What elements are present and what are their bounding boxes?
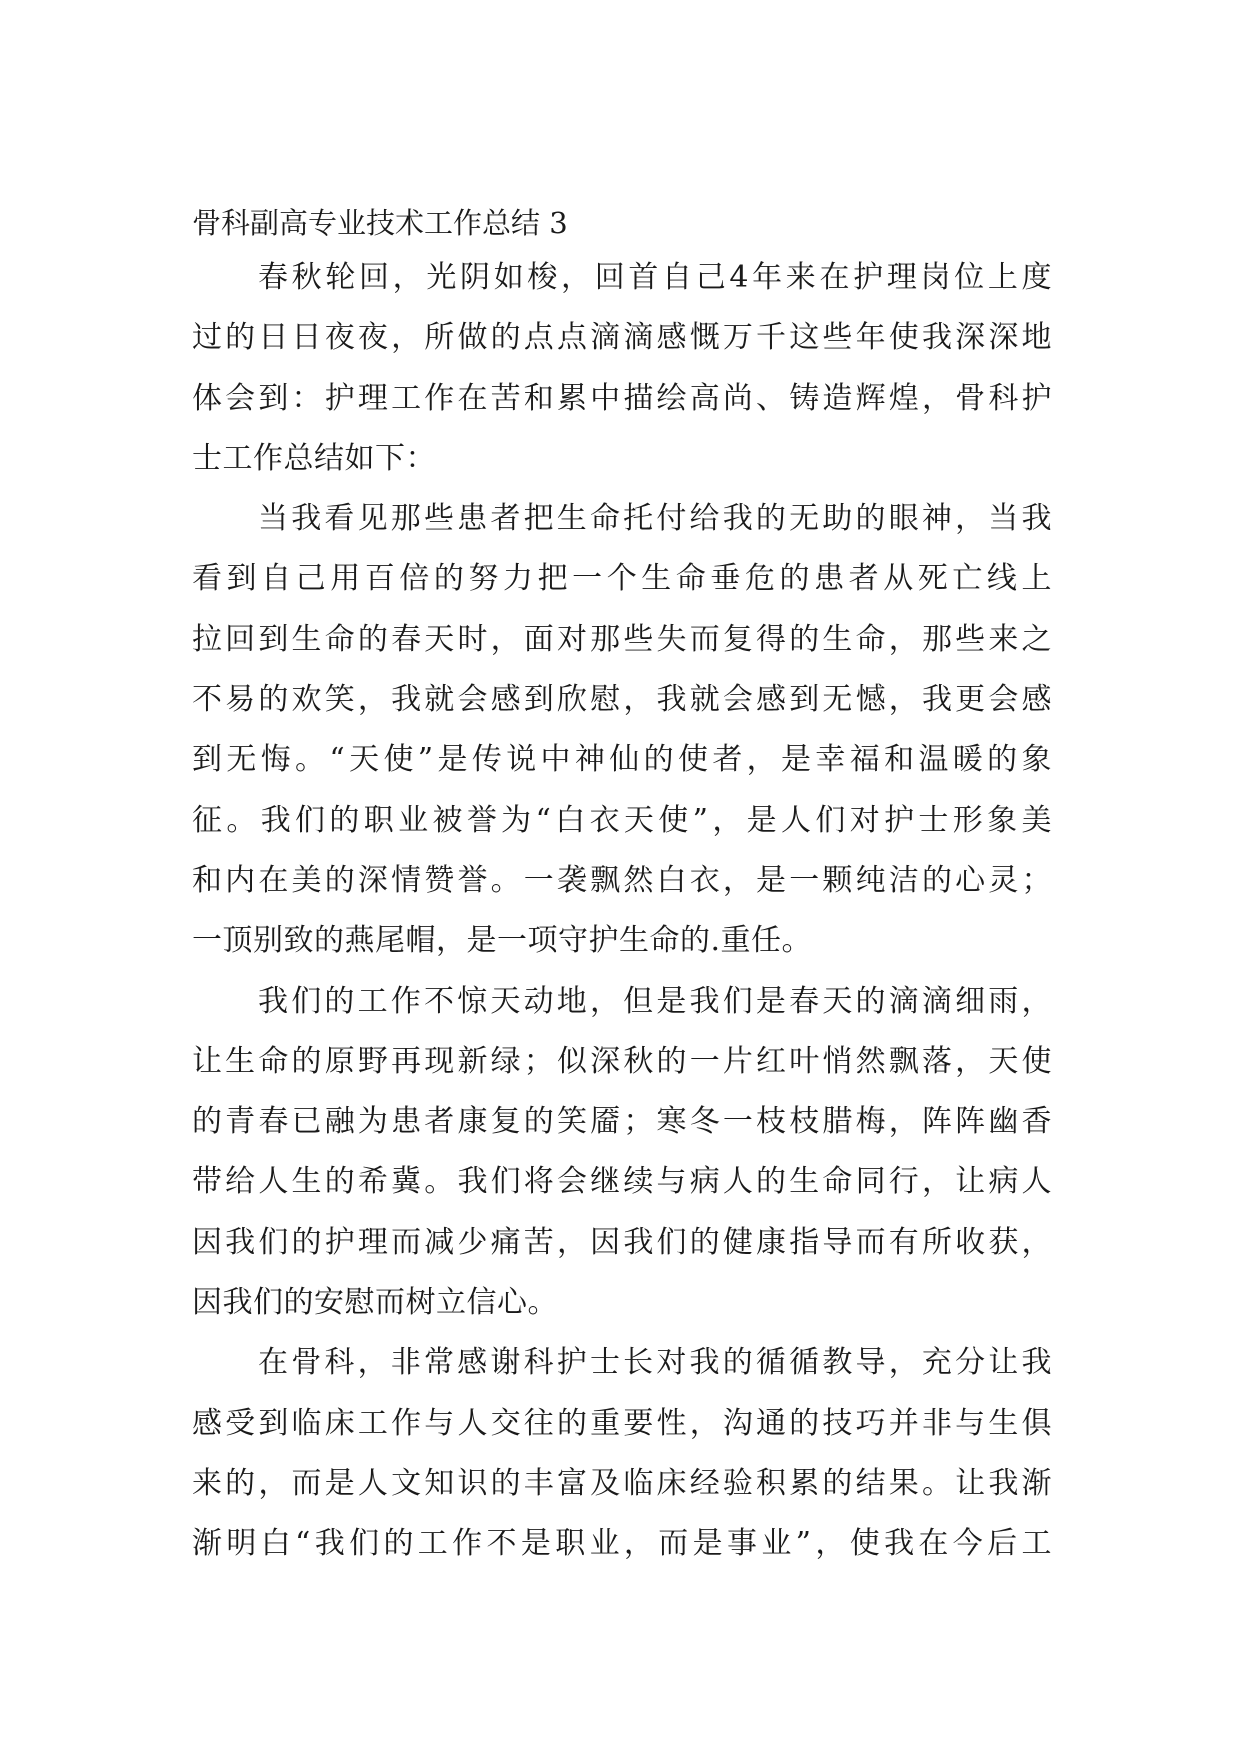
text-line: 感受到临床工作与人交往的重要性，沟通的技巧并非与生俱	[192, 1405, 1052, 1441]
paragraph-1	[192, 248, 1052, 489]
text-line: 让生命的原野再现新绿；似深秋的一片红叶悄然飘落，天使	[192, 1043, 1052, 1079]
paragraph-2	[192, 489, 1052, 971]
text-line: 征。我们的职业被誉为“白衣天使”，是人们对护士形象美	[192, 802, 1052, 838]
text-line: 体会到：护理工作在苦和累中描绘高尚、铸造辉煌，骨科护	[192, 380, 1052, 416]
text-line: 春秋轮回，光阴如梭，回首自己4年来在护理岗位上度	[258, 260, 1052, 295]
text-line: 看到自己用百倍的努力把一个生命垂危的患者从死亡线上	[192, 561, 1052, 597]
paragraph-3	[192, 972, 1052, 1334]
text-line: 因我们的护理而减少痛苦，因我们的健康指导而有所收获，	[192, 1224, 1052, 1260]
document-title: 骨科副高专业技术工作总结 3	[192, 206, 568, 240]
text-line: 过的日日夜夜，所做的点点滴滴感慨万千这些年使我深深地	[192, 320, 1052, 356]
text-line: 我们的工作不惊天动地，但是我们是春天的滴滴细雨，	[258, 983, 1052, 1019]
text-line: 拉回到生命的春天时，面对那些失而复得的生命，那些来之	[192, 621, 1052, 657]
text-line: 因我们的安慰而树立信心。	[192, 1285, 558, 1321]
text-line: 的青春已融为患者康复的笑靥；寒冬一枝枝腊梅，阵阵幽香	[192, 1104, 1052, 1140]
paragraph-4	[192, 1333, 1052, 1574]
text-line: 一顶别致的燕尾帽，是一项守护生命的.重任。	[192, 923, 813, 959]
text-line: 在骨科，非常感谢科护士长对我的循循教导，充分让我	[258, 1345, 1052, 1381]
text-line: 不易的欢笑，我就会感到欣慰，我就会感到无憾，我更会感	[192, 682, 1052, 718]
text-line: 士工作总结如下：	[192, 440, 436, 476]
text-line: 来的，而是人文知识的丰富及临床经验积累的结果。让我渐	[192, 1465, 1052, 1501]
text-line: 渐明白“我们的工作不是职业，而是事业”，使我在今后工	[192, 1526, 1052, 1562]
text-line: 到无悔。“天使”是传说中神仙的使者，是幸福和温暖的象	[192, 742, 1052, 778]
text-line: 带给人生的希冀。我们将会继续与病人的生命同行，让病人	[192, 1164, 1052, 1200]
text-line: 和内在美的深情赞誉。一袭飘然白衣，是一颗纯洁的心灵；	[192, 862, 1052, 898]
text-line: 当我看见那些患者把生命托付给我的无助的眼神，当我	[258, 501, 1052, 537]
document-body	[192, 200, 1052, 1575]
